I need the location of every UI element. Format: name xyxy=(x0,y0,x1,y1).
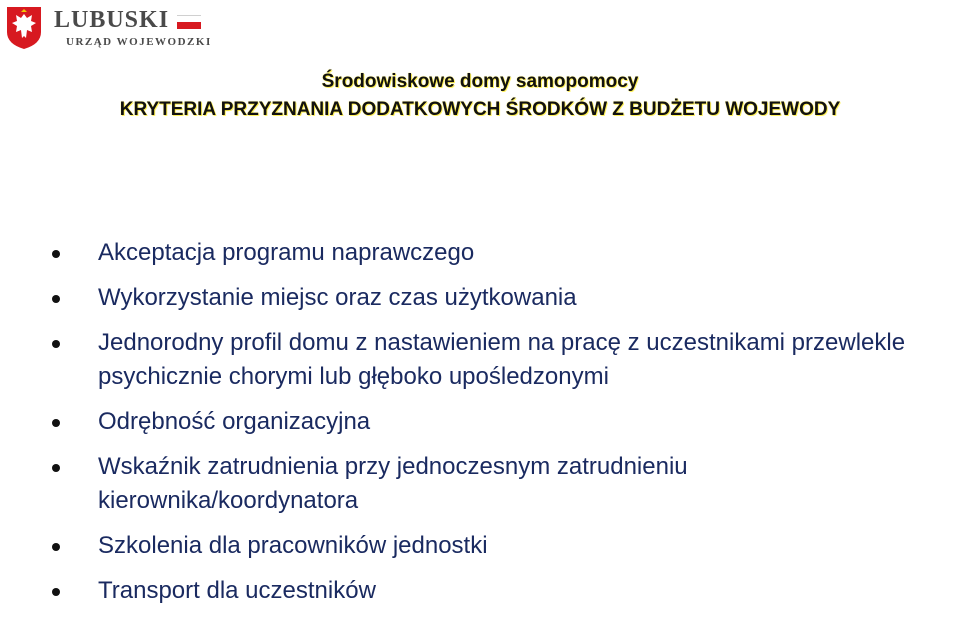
bullet-icon xyxy=(52,419,60,427)
page-title: Środowiskowe domy samopomocy xyxy=(321,71,639,92)
logo-title xyxy=(54,8,212,32)
criteria-list xyxy=(52,236,932,619)
list-item-text: Wskaźnik zatrudnienia przy jednoczesnym zatrudnieniu kierownika/koordynatora xyxy=(98,453,688,514)
list-item-text: Akceptacja programu naprawczego xyxy=(98,239,475,266)
list-item-text: Odrębność organizacyjna xyxy=(98,408,371,435)
logo-text xyxy=(54,8,212,48)
bullet-icon xyxy=(52,295,60,303)
bullet-icon xyxy=(52,588,60,596)
flag-icon xyxy=(177,15,201,29)
bullet-icon xyxy=(52,543,60,551)
list-item xyxy=(52,326,932,394)
list-item-text: Szkolenia dla pracowników jednostki xyxy=(98,532,488,559)
logo-subtitle: URZĄD WOJEWODZKI xyxy=(66,36,212,48)
list-item-text: Jednorodny profil domu z nastawieniem na pracę z uczestnikami przewlekle psychicznie chorymi lub głęboko upośledzonymi xyxy=(98,329,906,390)
list-item xyxy=(52,281,932,315)
list-item xyxy=(52,450,932,518)
header xyxy=(0,70,960,122)
emblem-icon xyxy=(6,6,42,50)
bullet-icon xyxy=(52,464,60,472)
bullet-icon xyxy=(52,250,60,258)
list-item xyxy=(52,529,932,563)
bullet-icon xyxy=(52,340,60,348)
list-item-text: Transport dla uczestników xyxy=(98,577,376,604)
logo-title-text: LUBUSKI xyxy=(54,7,170,33)
logo xyxy=(6,5,212,51)
list-item xyxy=(52,574,932,608)
list-item xyxy=(52,236,932,270)
list-item-text: Wykorzystanie miejsc oraz czas użytkowania xyxy=(98,284,577,311)
list-item xyxy=(52,405,932,439)
page-subtitle: KRYTERIA PRZYZNANIA DODATKOWYCH ŚRODKÓW Z BUDŻETU WOJEWODY xyxy=(119,99,841,120)
